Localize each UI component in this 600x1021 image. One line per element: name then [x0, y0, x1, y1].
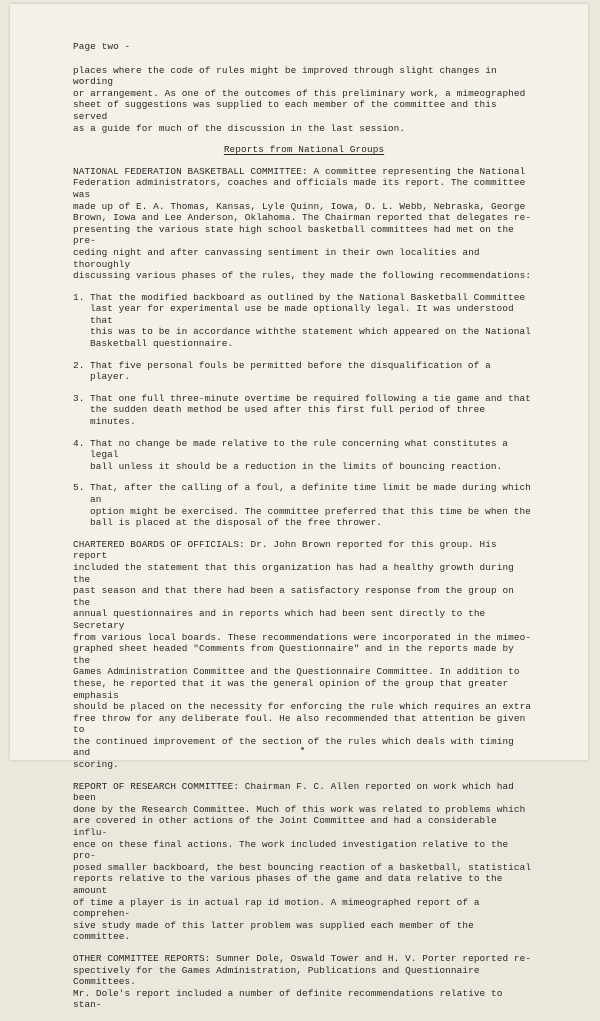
- section-heading-wrap: [73, 144, 535, 156]
- other-reports-paragraph: OTHER COMMITTEE REPORTS: Sumner Dole, Oswald Tower and H. V. Porter reported re- spectively for the Games Administration, Publications and Questionnaire Committees. Mr. Dole's report included a number of definite recommendations relative to stan-: [73, 952, 532, 1011]
- list-item-number: 2.: [73, 359, 85, 371]
- punch-mark: [301, 747, 304, 750]
- list-item: [73, 292, 535, 350]
- list-item-text: That five personal fouls be permitted before the disqualification of a player.: [90, 359, 491, 383]
- section-heading: Reports from National Groups: [223, 144, 385, 156]
- list-item-number: 4.: [73, 437, 85, 449]
- intro-paragraph: places where the code of rules might be improved through slight changes in wording or arrangement. As one of the outcomes of this preliminary work, a mimeographed sheet of suggestions was supplied to each member of the committee and this served as a guide for much of the discussion in the last session.: [73, 64, 526, 134]
- list-item-number: 5.: [73, 482, 85, 494]
- typed-text-body: [73, 41, 535, 1021]
- list-item: [73, 482, 535, 528]
- list-item-text: That the modified backboard as outlined by the National Basketball Committee last year for experimental use be made optionally legal. It was understood that this was to be in accordance withthe statement which appeared on the National Basketball questionnaire.: [90, 291, 531, 350]
- research-committee-paragraph: REPORT OF RESEARCH COMMITTEE: Chairman F. C. Allen reported on work which had been done by the Research Committee. Much of this work was related to problems which are covered in other actions of the Joint Committee and had a considerable influ- ence on these final actions. The work included investigation relative to the pro- posed smaller backboard, the best bouncing reaction of a basketball, statistical reports relative to the various phases of the game and data relative to the amount of time a player is in actual rap id motion. A mimeographed report of a comprehen- sive study made of this latter problem was supplied each member of the committee.: [73, 780, 532, 943]
- list-item: [73, 360, 535, 383]
- recommendations-list: [73, 292, 535, 529]
- list-item-text: That, after the calling of a foul, a definite time limit be made during which an option might be exercised. The committee preferred that this time be when the ball is placed at the disposal of the free thrower.: [90, 482, 531, 529]
- list-item: [73, 393, 535, 428]
- list-item-text: That no change be made relative to the rule concerning what constitutes a legal ball unless it should be a reduction in the limits of bouncing reaction.: [90, 437, 508, 472]
- list-item-number: 1.: [73, 291, 85, 303]
- chartered-boards-paragraph: CHARTERED BOARDS OF OFFICIALS: Dr. John Brown reported for this group. His report included the statement that this organization has had a healthy growth during the past season and that there had been a satisfactory response from the group on the annual questionnaires and in reports which had been sent directly to the Secretary from various local boards. These recommendations were incorporated in the mimeo- graphed sheet headed "Comments from Questionnaire" and in the reports made by the Games Administration Committee and the Questionnaire Committee. In addition to these, he reported that it was the general opinion of the group that greater emphasis should be placed on the necessity for enforcing the rule which requires an extra free throw for any deliberate foul. He also recommended that attention be given to the continued improvement of the section of the rules which deals with timing and scoring.: [73, 538, 532, 771]
- list-item-number: 3.: [73, 392, 85, 404]
- list-item-text: That one full three-minute overtime be required following a tie game and that the sudden death method be used after this first full period of three minutes.: [90, 392, 531, 428]
- document-page: [10, 4, 588, 1011]
- nfbc-paragraph: NATIONAL FEDERATION BASKETBALL COMMITTEE: A committee representing the National Federation administrators, coaches and officials made its report. The committee was made up of E. A. Thomas, Kansas, Lyle Quinn, Iowa, O. L. Webb, Nebraska, George Brown, Iowa and Lee Anderson, Oklahoma. The Chairman reported that delegates re- presenting the various state high school basketball committees had met on the pre- ceding night and after canvassing sentiment in their own localities and thoroughly discussing various phases of the rules, they made the following recommendations:: [73, 165, 532, 282]
- list-item: [73, 438, 535, 473]
- page-header: Page two -: [73, 41, 131, 52]
